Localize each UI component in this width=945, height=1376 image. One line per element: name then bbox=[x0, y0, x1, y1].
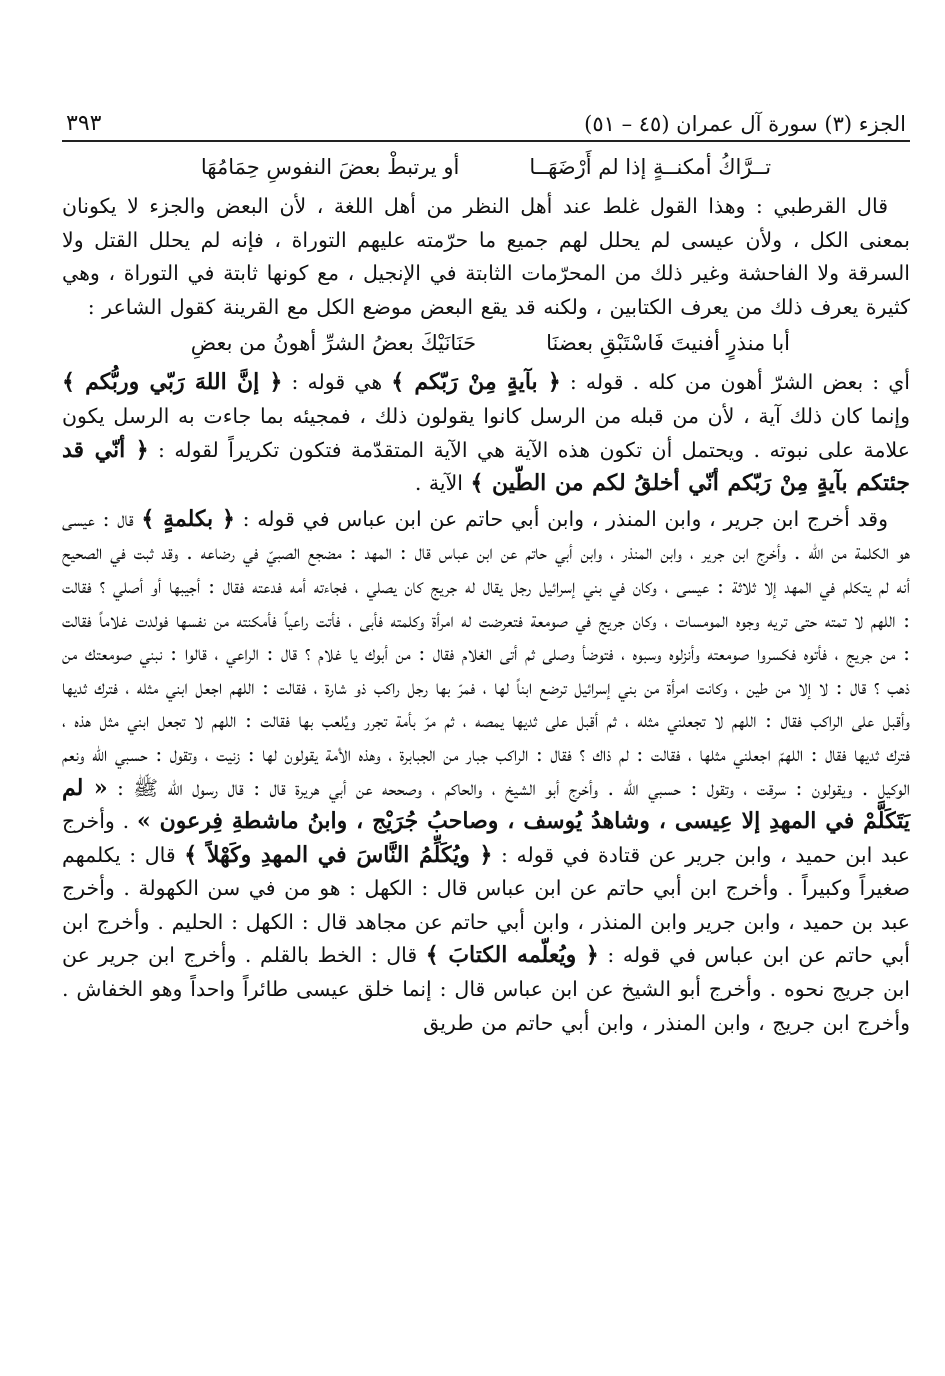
quran-quote: ﴿ ويُعلّمه الكتابَ ﴾ bbox=[425, 942, 599, 969]
quran-quote: ﴿ إنَّ اللهَ رَبّي وربُّكم ﴾ bbox=[62, 369, 283, 396]
paragraph-qurtubi: قال القرطبي : وهذا القول غلط عند أهل النظر من أهل اللغة ، لأن البعض والجزء لا يكونان بمعنى الكل ، ولأن عيسى لم يحلل لهم جميع ما حرّمته عليهم التوراة ، فإنه لم يحلل القتل ولا السرقة ولا الفاحشة وغير ذلك من المحرّمات الثابتة في الإنجيل ، مع كونها ثابتة في التوراة ، وهي كثيرة يعرف ذلك من يعرف الكتابين ، ولكنه قد يقع البعض موضع الكل مع القرينة كقول الشاعر : bbox=[62, 194, 910, 319]
page-header bbox=[62, 100, 910, 142]
quran-quote: ﴿ أنّي قد جئتكم بآيةٍ مِنْ رَبّكم أنّي أخلقُ لكم من الطّين ﴾ bbox=[62, 436, 910, 497]
text-run: قال : عيسى هو الكلمة من الله . وأخرج ابن جرير ، وابن المنذر ، وابن أبي حاتم عن ابن عباس قال : المهد : مضجع الصبيّ في رضاعه . وقد ثبت في الصحيح أنه لم يتكلم في المهد إلا ثلاثة : عيسى ، وكان في بني إسرائيل رجل يقال له جريج كان يصلي ، فجاءته أمه فدعته فقال : أجيبها أو أصلي ؟ فقالت : اللهم لا تمته حتى تريه وجوه المومسات ، وكان جريج في صومعة فتعرضت له امرأة وكلمته فأبى ، فأتت راعياً فأمكنته من نفسها فولدت غلاماً فقالت : من جريج ، فأتوه فكسروا صومعته وأنزلوه وسبوه ، فتوضأ وصلى ثم أتى الغلام فقال : من أبوك يا غلام ؟ قال : الراعي ، قالوا : نبني صومعتك من ذهب ؟ قال : لا إلا من طين ، وكانت امرأة من بني إسرائيل ترضع ابناً لها ، فمرّ بها رجل راكب ذو شارة ، فقالت : اللهم اجعل ابني مثله ، فترك ثديها وأقبل على الراكب فقال : اللهم لا تجعلني مثله ، ثم أقبل على ثديها يمصه ، ثم مرّ بأمة تجرر ويُلعب بها فقالت : اللهم لا تجعل ابني مثل هذه ، فترك ثديها فقال : اللهمّ اجعلني مثلها ، فقالت : لم ذاك ؟ فقال : الراكب جبار من الجبابرة ، وهذه الأمة يقولون لها : زنيت ، وتقول : حسبي الله ونعم الوكيل . ويقولون : سرقت ، وتقول : حسبي الله . وأخرج أبو الشيخ ، والحاكم ، وصححه عن أبي هريرة قال : قال رسول الله ﷺ : bbox=[62, 506, 910, 800]
verse-first-hemistich: أبا منذرٍ أفنيتَ فَاسْتَبْقِ بعضنَا bbox=[546, 331, 790, 356]
text-run: . وأخرج عبد ابن حميد ، وابن جرير عن قتادة في قوله : bbox=[62, 809, 911, 867]
text-run: الآية . bbox=[414, 471, 471, 496]
verse-first-hemistich: تــرَّاكُ أمكنــةٍ إذا لم أَرْضَهَــا bbox=[529, 155, 772, 179]
quran-quote: ﴿ ويُكَلِّمُ النَّاسَ في المهدِ وكَهْلاً ﴾ bbox=[184, 841, 493, 868]
quran-quote: ﴿ بكلمةٍ ﴾ bbox=[141, 505, 235, 532]
quran-quote: ﴿ بآيةٍ مِنْ رَبّكم ﴾ bbox=[391, 369, 561, 396]
text-run: وقد أخرج ابن جرير ، وابن المنذر ، وابن أبي حاتم عن ابن عباس في قوله : bbox=[234, 506, 888, 531]
poetry-verse bbox=[62, 150, 910, 184]
text-run: قال : الخط بالقلم . وأخرج ابن جرير عن ابن جريج نحوه . وأخرج أبو الشيخ عن ابن عباس قال : إنما خلق عيسى طائراً واحداً وهو الخفاش . وأخرج ابن جريج ، وابن المنذر ، وابن أبي حاتم من طريق bbox=[62, 943, 910, 1035]
text-run: وإنما كان ذلك آية ، لأن من قبله من الرسل كانوا يقولون ذلك ، فمجيئه بما جاءت به الرسل يكون علامة على نبوته . ويحتمل أن تكون هذه الآية هي الآية المتقدّمة فتكون تكريراً لقوله : bbox=[62, 403, 910, 462]
running-title: الجزء (٣) سورة آل عمران (٤٥ – ٥١) bbox=[584, 112, 906, 136]
verse-second-hemistich: أو يرتبطْ بعضَ النفوسِ حِمَامُهَا bbox=[200, 155, 460, 179]
poetry-verse bbox=[62, 326, 910, 360]
verse-second-hemistich: حَنَانَيْكَ بعضُ الشرِّ أهونُ من بعضِ bbox=[190, 331, 477, 356]
text-run: هي قوله : bbox=[282, 370, 392, 395]
paragraph-commentary bbox=[62, 366, 910, 500]
text-run: قال : يكلمهم صغيراً وكبيراً . وأخرج ابن أبي حاتم عن ابن عباس قال : الكهل : هو من في سن الكهولة . وأخرج عبد بن حميد ، وابن جرير وابن المنذر ، وابن أبي حاتم عن مجاهد قال : الكهل : الحليم . وأخرج ابن أبي حاتم عن ابن عباس في قوله : bbox=[62, 842, 911, 968]
text-run: أي : بعض الشرّ أهون من كله . قوله : bbox=[560, 370, 910, 395]
hadith-quote: « لم يَتَكَلَّمْ في المهدِ إلا عِيسى ، وشاهدُ يُوسف ، وصاحبُ جُرَيْج ، وابنُ ماشطةِ فِرعون » bbox=[62, 774, 910, 835]
paragraph-narrations bbox=[62, 503, 910, 1041]
book-page bbox=[62, 100, 910, 1356]
page-number: ٣٩٣ bbox=[66, 111, 102, 136]
